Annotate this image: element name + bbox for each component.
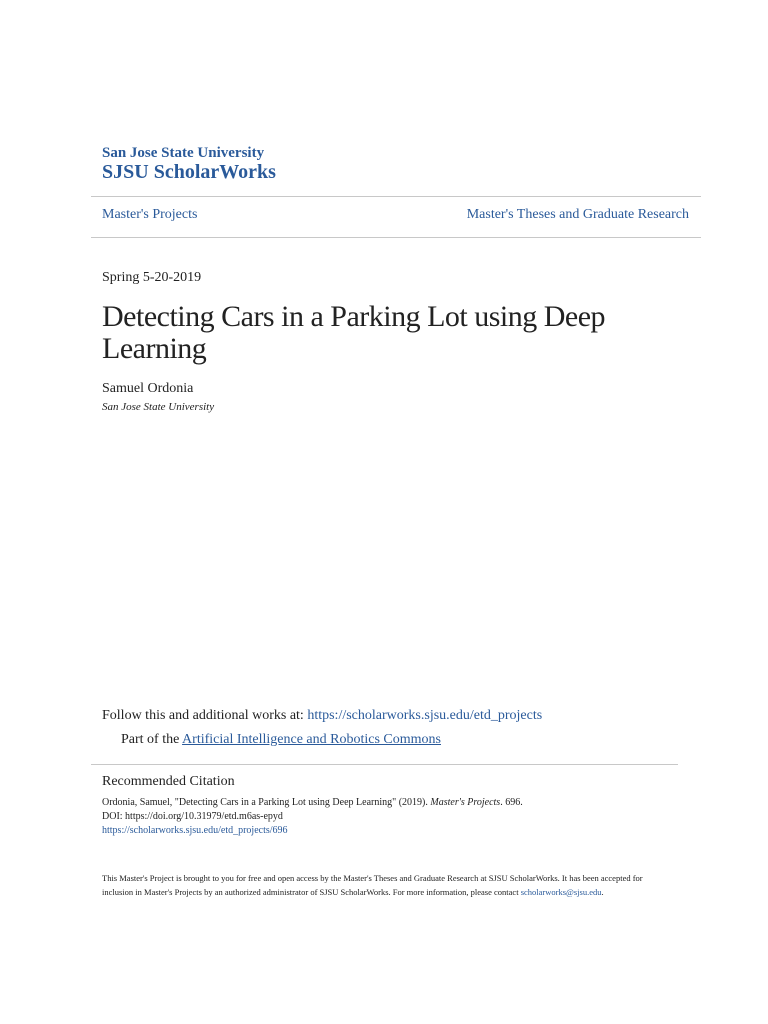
author-affiliation: San Jose State University bbox=[102, 401, 215, 413]
citation-block bbox=[102, 796, 702, 838]
follow-line bbox=[102, 708, 542, 724]
footer-end: . bbox=[601, 887, 604, 897]
citation-heading: Recommended Citation bbox=[102, 774, 235, 789]
masters-projects-link[interactable]: Master's Projects bbox=[102, 207, 198, 222]
follow-prefix: Follow this and additional works at: bbox=[102, 708, 308, 723]
contact-email-link[interactable]: scholarworks@sjsu.edu bbox=[520, 887, 602, 897]
publication-date: Spring 5-20-2019 bbox=[102, 270, 202, 285]
part-of-line bbox=[121, 732, 441, 748]
follow-url-link[interactable]: https://scholarworks.sjsu.edu/etd_projects bbox=[307, 708, 543, 723]
divider-top bbox=[91, 196, 701, 197]
footer-notice bbox=[102, 871, 662, 899]
citation-series: Master's Projects bbox=[430, 797, 501, 808]
repository-link[interactable]: SJSU ScholarWorks bbox=[102, 161, 276, 183]
paper-title: Detecting Cars in a Parking Lot using Deep Learning bbox=[102, 300, 606, 365]
citation-url-link[interactable]: https://scholarworks.sjsu.edu/etd_projects/696 bbox=[102, 825, 288, 836]
divider-nav bbox=[91, 237, 701, 238]
commons-link[interactable]: Artificial Intelligence and Robotics Commons bbox=[182, 732, 441, 747]
divider-citation bbox=[91, 764, 678, 765]
masters-theses-link[interactable]: Master's Theses and Graduate Research bbox=[466, 207, 689, 222]
author-name: Samuel Ordonia bbox=[102, 381, 194, 396]
university-link[interactable]: San Jose State University bbox=[102, 145, 265, 161]
citation-prefix: Ordonia, Samuel, "Detecting Cars in a Parking Lot using Deep Learning" (2019). bbox=[102, 797, 431, 808]
citation-text bbox=[102, 796, 702, 810]
citation-doi: DOI: https://doi.org/10.31979/etd.m6as-epyd bbox=[102, 811, 283, 822]
part-of-prefix: Part of the bbox=[121, 732, 183, 747]
footer-text: This Master's Project is brought to you for free and open access by the Master's Theses and Graduate Research at SJSU ScholarWorks. It has been accepted for inclusion in Master's Projects by an authorized administrator of SJSU ScholarWorks. For more information, please contact bbox=[102, 873, 643, 897]
citation-suffix: . 696. bbox=[500, 797, 523, 808]
